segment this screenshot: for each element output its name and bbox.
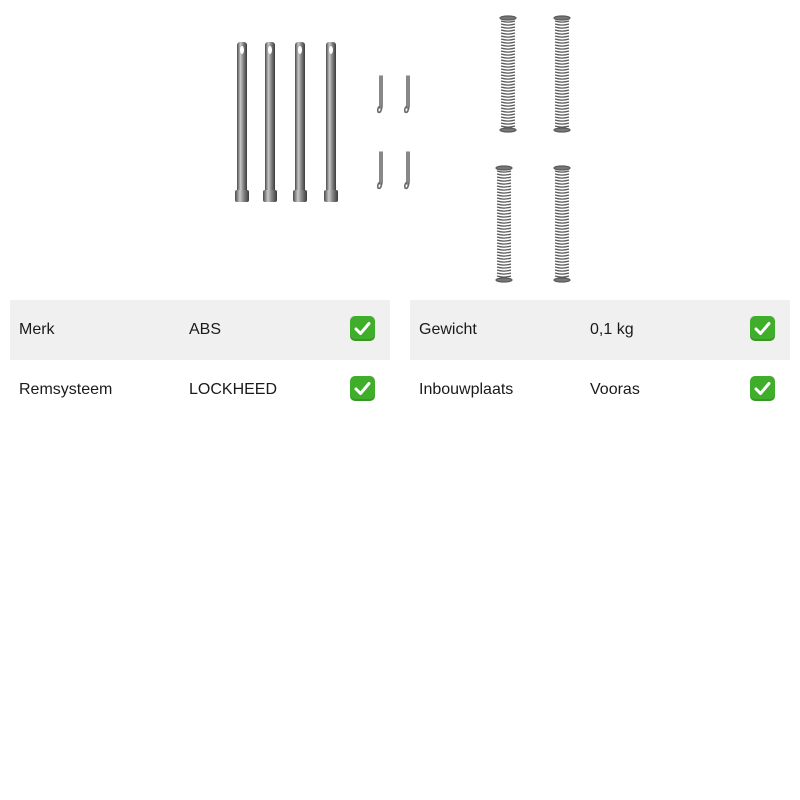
guide-pin-icon: [324, 42, 338, 202]
spec-row-weight: [410, 300, 790, 360]
spring-icon: [500, 16, 516, 132]
spec-label-weight: Gewicht: [419, 321, 477, 338]
checkmark-icon: [750, 376, 775, 401]
spec-label-brake-system: Remsysteem: [19, 381, 113, 398]
spec-value-mounting-position: Vooras: [590, 381, 640, 398]
spec-table-right: [410, 300, 790, 420]
product-image: [0, 0, 800, 290]
spec-value-brand: ABS: [189, 321, 222, 338]
checkmark-icon: [350, 316, 375, 341]
spec-value-weight: 0,1 kg: [590, 321, 634, 338]
guide-pin-icon: [235, 42, 249, 202]
spec-label-mounting-position: Inbouwplaats: [419, 381, 514, 398]
split-pin-icon: [378, 152, 382, 188]
spec-row-mounting-position: [410, 360, 790, 420]
guide-pin-icon: [293, 42, 307, 202]
spring-icon: [496, 166, 512, 282]
guide-pin-icon: [263, 42, 277, 202]
spec-row-brake-system: [10, 360, 390, 420]
spring-icon: [554, 16, 570, 132]
spec-value-brake-system: LOCKHEED: [189, 381, 278, 398]
spec-table-left: [10, 300, 390, 420]
spec-row-brand: [10, 300, 390, 360]
split-pin-icon: [378, 76, 382, 112]
checkmark-icon: [750, 316, 775, 341]
spec-label-brand: Merk: [19, 321, 55, 338]
split-pin-icon: [405, 152, 409, 188]
checkmark-icon: [350, 376, 375, 401]
spring-icon: [554, 166, 570, 282]
split-pin-icon: [405, 76, 409, 112]
